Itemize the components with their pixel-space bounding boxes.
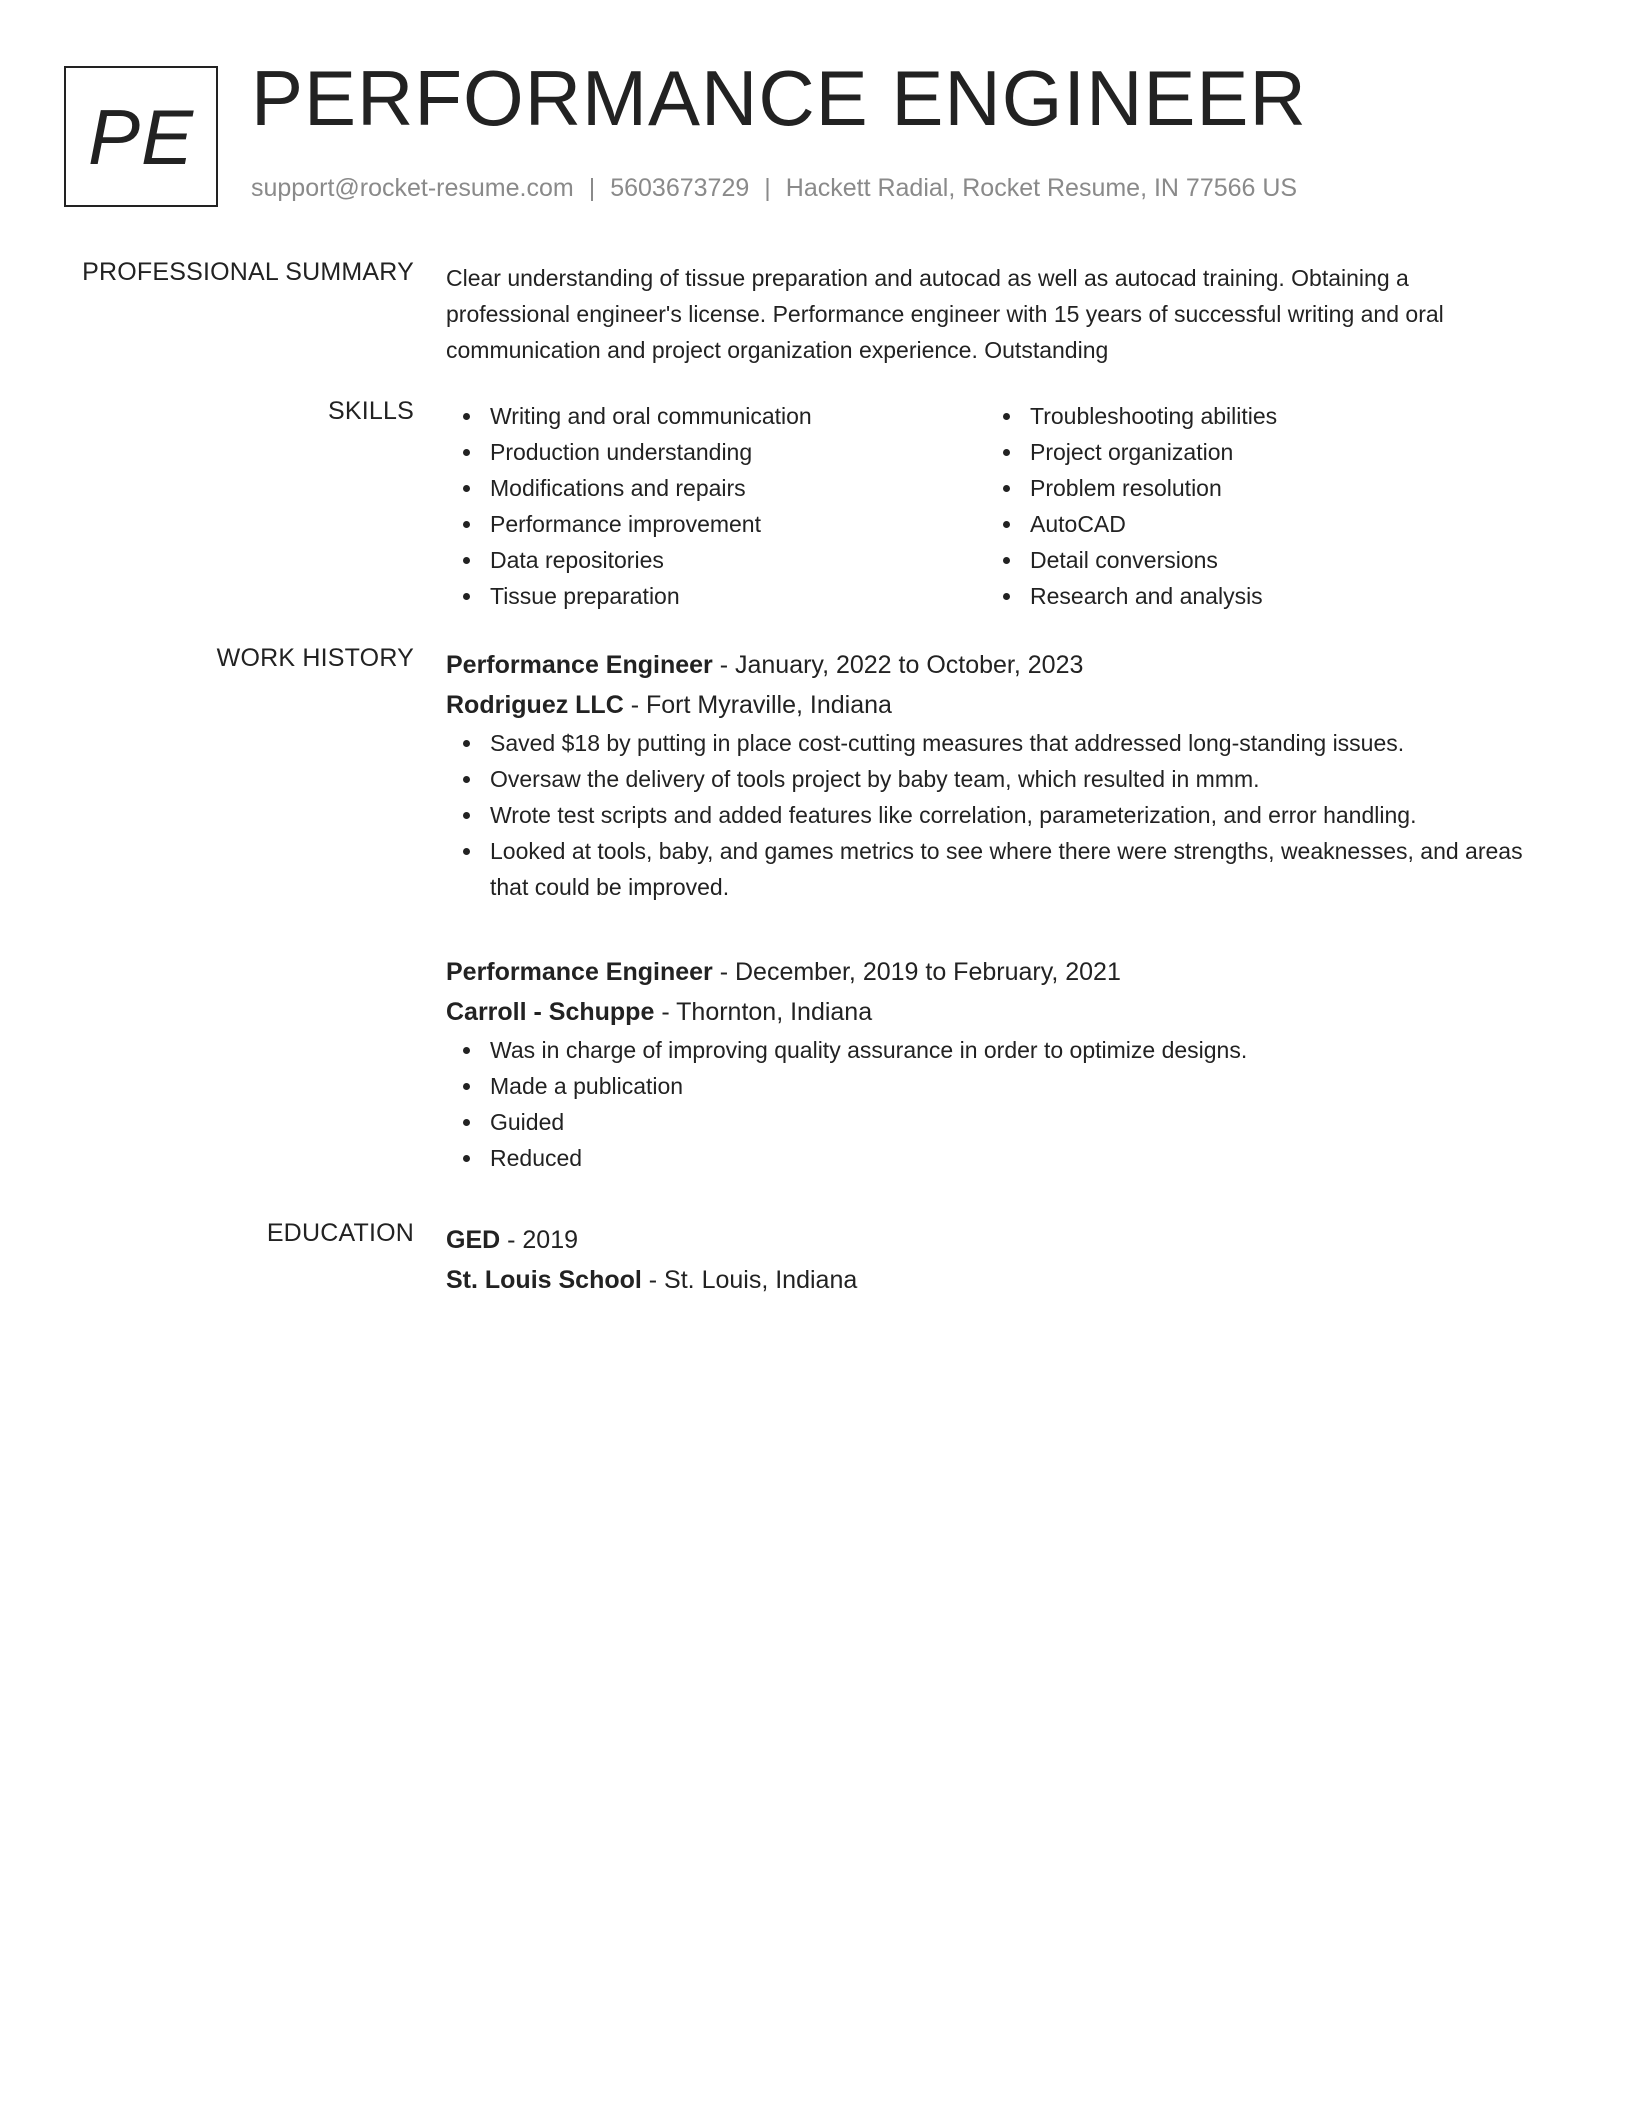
- job-title: Performance Engineer: [446, 651, 713, 679]
- job-bullet: Made a publication: [446, 1068, 1526, 1104]
- section-label-skills: SKILLS: [328, 397, 414, 425]
- job-bullets: [446, 725, 1526, 905]
- monogram-initials: PE: [87, 92, 195, 181]
- education-entry: [446, 1220, 1526, 1300]
- job-bullet: Was in charge of improving quality assurance in order to optimize designs.: [446, 1032, 1526, 1068]
- job-company-line: [446, 685, 1526, 725]
- skill-item: Research and analysis: [986, 578, 1526, 614]
- section-label-education: EDUCATION: [266, 1219, 414, 1247]
- skill-item: Modifications and repairs: [446, 470, 986, 506]
- job-company: Rodriguez LLC: [446, 691, 624, 719]
- skill-item: Tissue preparation: [446, 578, 986, 614]
- job-title-line: [446, 952, 1526, 992]
- education-location: - St. Louis, Indiana: [641, 1266, 858, 1294]
- education-year: - 2019: [500, 1226, 579, 1254]
- skills-column-right: [986, 398, 1526, 614]
- job-title: Performance Engineer: [446, 958, 713, 986]
- skill-item: Production understanding: [446, 434, 986, 470]
- job-bullet: Guided: [446, 1104, 1526, 1140]
- skill-item: Writing and oral communication: [446, 398, 986, 434]
- job-entry: [446, 952, 1526, 1176]
- monogram-box: [64, 66, 218, 207]
- job-bullet: Wrote test scripts and added features like correlation, parameterization, and error handling.: [446, 797, 1526, 833]
- contact-line: [251, 174, 1297, 203]
- education-school-line: [446, 1260, 1526, 1300]
- contact-separator: |: [764, 174, 771, 202]
- education-degree: GED: [446, 1226, 501, 1254]
- skill-item: Problem resolution: [986, 470, 1526, 506]
- contact-phone: 5603673729: [610, 174, 750, 202]
- education-degree-line: [446, 1220, 1526, 1260]
- job-title-line: [446, 645, 1526, 685]
- job-dates: - January, 2022 to October, 2023: [712, 651, 1084, 679]
- job-company: Carroll - Schuppe: [446, 998, 655, 1026]
- job-bullets: [446, 1032, 1526, 1176]
- skill-item: Troubleshooting abilities: [986, 398, 1526, 434]
- skills-column-left: [446, 398, 986, 614]
- skill-item: Project organization: [986, 434, 1526, 470]
- skill-item: Performance improvement: [446, 506, 986, 542]
- job-location: - Thornton, Indiana: [654, 998, 873, 1026]
- job-dates: - December, 2019 to February, 2021: [712, 958, 1121, 986]
- job-bullet: Looked at tools, baby, and games metrics to see where there were strengths, weaknesses, and areas that could be improved.: [446, 833, 1526, 905]
- job-location: - Fort Myraville, Indiana: [623, 691, 892, 719]
- job-bullet: Saved $18 by putting in place cost-cutting measures that addressed long-standing issues.: [446, 725, 1526, 761]
- summary-text: Clear understanding of tissue preparation and autocad as well as autocad training. Obtaining a professional engineer's license. Performance engineer with 15 years of successful writing and oral communication and project organization experience. Outstanding: [446, 265, 1444, 363]
- job-company-line: [446, 992, 1526, 1032]
- skill-item: Detail conversions: [986, 542, 1526, 578]
- skills-list: [446, 398, 1526, 614]
- skill-item: Data repositories: [446, 542, 986, 578]
- job-bullet: Reduced: [446, 1140, 1526, 1176]
- section-label-summary: PROFESSIONAL SUMMARY: [82, 258, 414, 286]
- skill-item: AutoCAD: [986, 506, 1526, 542]
- contact-email: support@rocket-resume.com: [251, 174, 574, 202]
- job-entry: [446, 645, 1526, 905]
- job-bullet: Oversaw the delivery of tools project by baby team, which resulted in mmm.: [446, 761, 1526, 797]
- contact-separator: |: [588, 174, 596, 202]
- education-school: St. Louis School: [446, 1266, 642, 1294]
- section-label-work-history: WORK HISTORY: [216, 644, 414, 672]
- contact-address: Hackett Radial, Rocket Resume, IN 77566 US: [785, 174, 1298, 202]
- candidate-name: PERFORMANCE ENGINEER: [251, 54, 1307, 142]
